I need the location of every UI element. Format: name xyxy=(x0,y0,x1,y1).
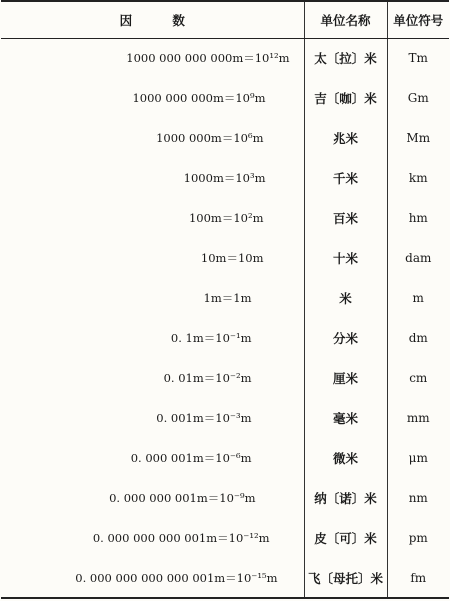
unit-name-cell: 毫米 xyxy=(304,398,387,438)
table-row xyxy=(1,558,449,598)
unit-name-cell: 十米 xyxy=(304,238,387,278)
unit-symbol-cell: fm xyxy=(387,558,449,598)
unit-symbol-cell: m xyxy=(387,278,449,318)
factor-cell: 100m＝10²m xyxy=(188,211,264,225)
header-row xyxy=(1,1,449,38)
unit-name-cell: 皮〔可〕米 xyxy=(304,518,387,558)
unit-name-cell: 分米 xyxy=(304,318,387,358)
table-row xyxy=(1,438,449,478)
header-factor: 因 数 xyxy=(1,1,304,38)
factor-cell: 0. 01m＝10⁻²m xyxy=(163,371,252,385)
table-row xyxy=(1,38,449,78)
unit-name-cell: 飞〔母托〕米 xyxy=(304,558,387,598)
table-row xyxy=(1,478,449,518)
unit-symbol-cell: mm xyxy=(387,398,449,438)
factor-cell: 0. 001m＝10⁻³m xyxy=(156,411,252,425)
unit-name-cell: 厘米 xyxy=(304,358,387,398)
table-row xyxy=(1,518,449,558)
unit-name-cell: 纳〔诺〕米 xyxy=(304,478,387,518)
unit-name-cell: 米 xyxy=(304,278,387,318)
table-row xyxy=(1,358,449,398)
unit-symbol-cell: hm xyxy=(387,198,449,238)
unit-name-cell: 太〔拉〕米 xyxy=(304,38,387,78)
factor-cell: 1000m＝10³m xyxy=(183,171,266,185)
unit-name-cell: 兆米 xyxy=(304,118,387,158)
unit-symbol-cell: pm xyxy=(387,518,449,558)
table-row xyxy=(1,158,449,198)
table-row xyxy=(1,398,449,438)
table-header xyxy=(1,1,449,38)
length-unit-table xyxy=(1,0,449,599)
unit-symbol-cell: nm xyxy=(387,478,449,518)
table-row xyxy=(1,78,449,118)
table-row xyxy=(1,278,449,318)
header-unit-symbol: 单位符号 xyxy=(387,1,449,38)
unit-symbol-cell: km xyxy=(387,158,449,198)
unit-name-cell: 千米 xyxy=(304,158,387,198)
unit-symbol-cell: Mm xyxy=(387,118,449,158)
factor-cell: 1000 000 000m＝10⁹m xyxy=(132,91,266,105)
unit-name-cell: 百米 xyxy=(304,198,387,238)
unit-symbol-cell: Tm xyxy=(387,38,449,78)
factor-cell: 0. 1m＝10⁻¹m xyxy=(170,331,252,345)
unit-symbol-cell: dam xyxy=(387,238,449,278)
table-row xyxy=(1,198,449,238)
factor-cell: 0. 000 000 001m＝10⁻⁹m xyxy=(109,491,256,505)
unit-name-cell: 吉〔咖〕米 xyxy=(304,78,387,118)
header-unit-name: 单位名称 xyxy=(304,1,387,38)
table-row xyxy=(1,118,449,158)
table-body xyxy=(1,38,449,598)
table-row xyxy=(1,238,449,278)
unit-symbol-cell: μm xyxy=(387,438,449,478)
factor-cell: 0. 000 001m＝10⁻⁶m xyxy=(130,451,252,465)
factor-cell: 0. 000 000 000 000 001m＝10⁻¹⁵m xyxy=(1,558,304,598)
factor-cell: 1000 000 000 000m＝10¹²m xyxy=(126,51,290,66)
factor-cell: 1000 000m＝10⁶m xyxy=(156,131,264,145)
unit-name-cell: 微米 xyxy=(304,438,387,478)
factor-cell: 0. 000 000 000 001m＝10⁻¹²m xyxy=(92,531,270,545)
unit-symbol-cell: Gm xyxy=(387,78,449,118)
unit-symbol-cell: cm xyxy=(387,358,449,398)
factor-cell: 10m＝10m xyxy=(200,251,264,265)
factor-cell: 1m＝1m xyxy=(203,291,252,305)
unit-symbol-cell: dm xyxy=(387,318,449,358)
table-row xyxy=(1,318,449,358)
